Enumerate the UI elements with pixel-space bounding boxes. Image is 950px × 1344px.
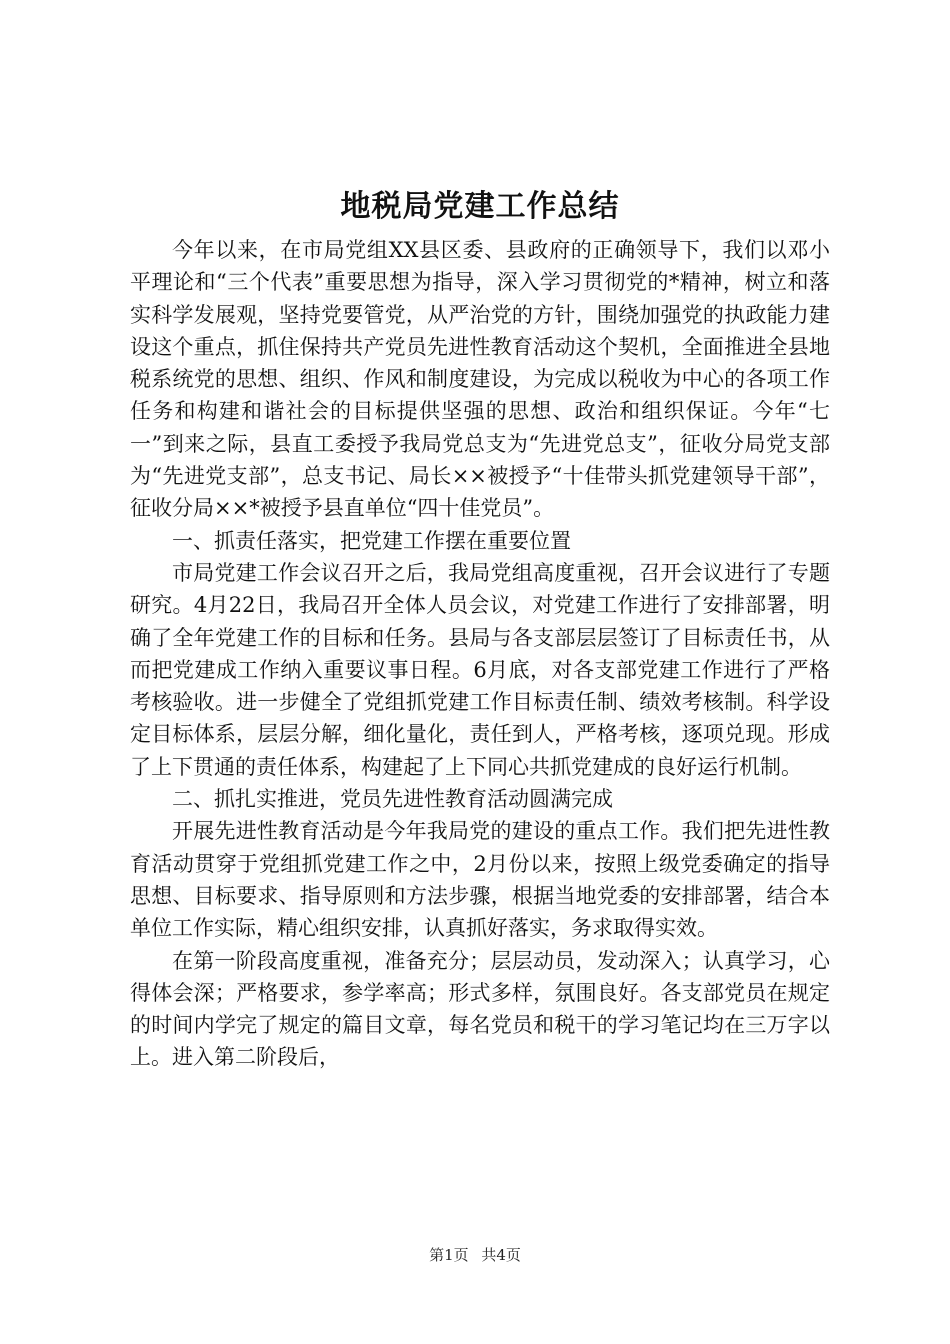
paragraph-section-2: 开展先进性教育活动是今年我局党的建设的重点工作。我们把先进性教育活动贯穿于党组抓党建工作之中，2月份以来，按照上级党委确定的指导思想、目标要求、指导原则和方法步骤，根据当地党委的安排部署，结合本单位工作实际，精心组织安排，认真抓好落实，务求取得实效。	[130, 819, 830, 941]
page-footer	[0, 1245, 950, 1265]
paragraph-intro: 今年以来，在市局党组XX县区委、县政府的正确领导下，我们以邓小平理论和“三个代表”重要思想为指导，深入学习贯彻党的*精神，树立和落实科学发展观，坚持党要管党，从严治党的方针，围绕加强党的执政能力建设这个重点，抓住保持共产党员先进性教育活动这个契机，全面推进全县地税系统党的思想、组织、作风和制度建设，为完成以税收为中心的各项工作任务和构建和谐社会的目标提供坚强的思想、政治和组织保证。今年“七一”到来之际，县直工委授予我局党总支为“先进党总支”，征收分局党支部为“先进党支部”，总支书记、局长××被授予“十佳带头抓党建领导干部”，征收分局××*被授予县直单位“四十佳党员”。	[130, 238, 830, 521]
page-number: 第1页	[429, 1246, 469, 1264]
paragraph-section-1: 市局党建工作会议召开之后，我局党组高度重视，召开会议进行了专题研究。4月22日，我局召开全体人员会议，对党建工作进行了安排部署，明确了全年党建工作的目标和任务。县局与各支部层层签订了目标责任书，从而把党建成工作纳入重要议事日程。6月底，对各支部党建工作进行了严格考核验收。进一步健全了党组抓党建工作目标责任制、绩效考核制。科学设定目标体系，层层分解，细化量化，责任到人，严格考核，逐项兑现。形成了上下贯通的责任体系，构建起了上下同心共抓党建成的良好运行机制。	[130, 560, 830, 779]
document-body	[130, 234, 830, 1074]
document-title: 地税局党建工作总结	[340, 189, 620, 224]
section-heading-1: 一、抓责任落实，把党建工作摆在重要位置	[172, 528, 571, 553]
page-total: 共4页	[481, 1246, 521, 1264]
section-heading-2: 二、抓扎实推进，党员先进性教育活动圆满完成	[172, 787, 613, 812]
paragraph-phase-1: 在第一阶段高度重视，准备充分；层层动员，发动深入；认真学习，心得体会深；严格要求，参学率高；形式多样，氛围良好。各支部党员在规定的时间内学完了规定的篇目文章，每名党员和税干的学习笔记均在三万字以上。进入第二阶段后，	[130, 948, 830, 1070]
